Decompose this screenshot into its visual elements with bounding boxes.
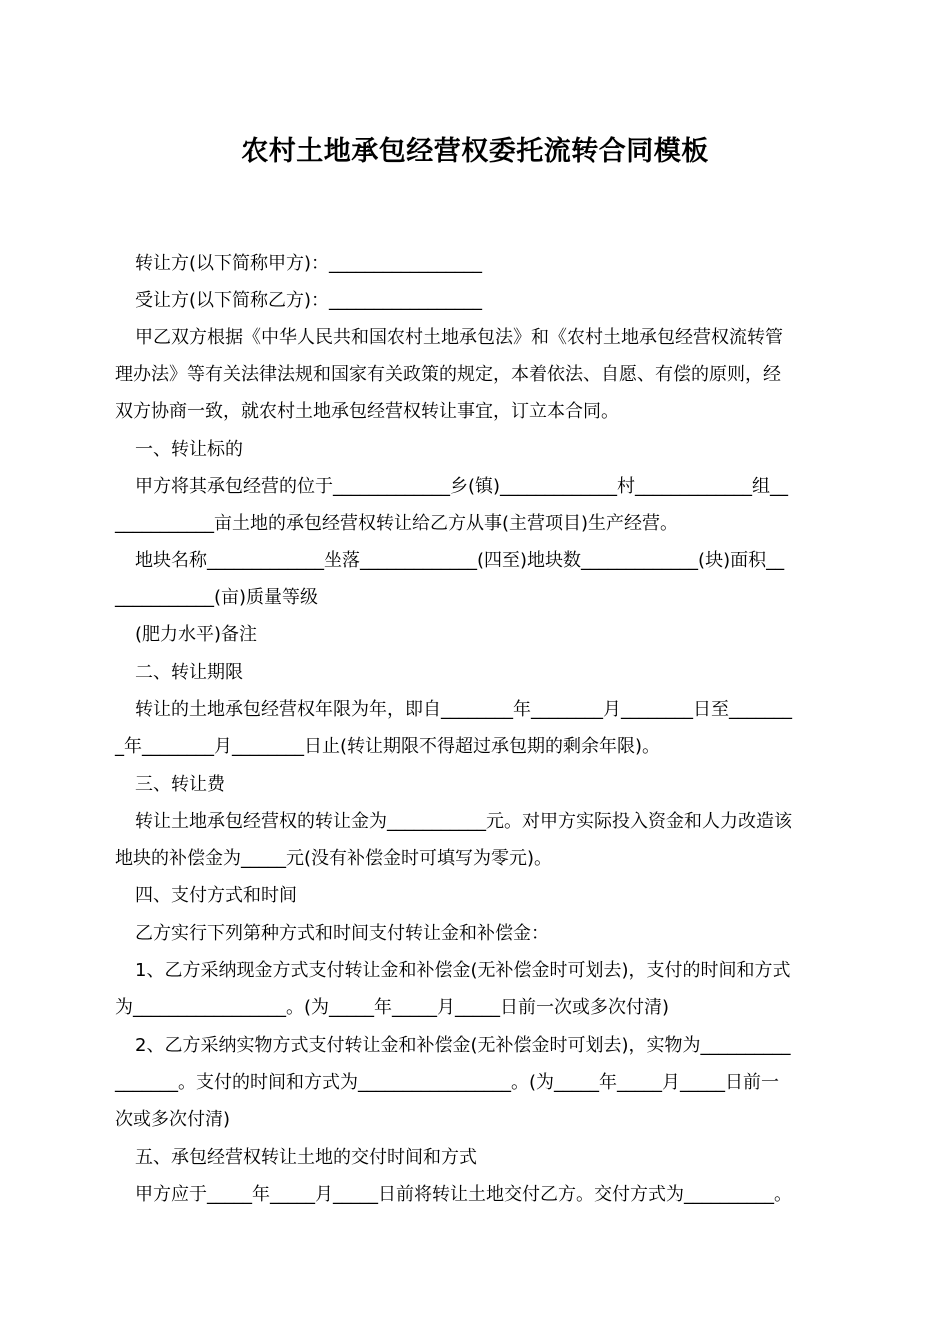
section-4-item-2-line-3: 次或多次付清) [115,1109,231,1130]
section-2-heading: 二、转让期限 [135,662,243,683]
section-1-line-5: (肥力水平)备注 [135,624,258,645]
section-1-line-1: 甲方将其承包经营的位于_____________乡(镇)_____________村_____________组__ [135,476,789,497]
preamble-line-3: 双方协商一致，就农村土地承包经营权转让事宜，订立本合同。 [115,401,619,422]
section-1-line-4: ___________(亩)质量等级 [115,587,319,608]
section-1-line-2: ___________亩土地的承包经营权转让给乙方从事(主营项目)生产经营。 [115,513,679,534]
section-4-heading: 四、支付方式和时间 [135,885,297,906]
section-4-item-1-line-1: 1、乙方采纳现金方式支付转让金和补偿金(无补偿金时可划去)，支付的时间和方式 [135,960,791,981]
section-1-line-3: 地块名称_____________坐落_____________(四至)地块数_____________(块)面积__ [135,550,785,571]
section-2-line-1: 转让的土地承包经营权年限为年，即自________年________月________日至_______ [135,699,792,720]
section-4-item-1-line-2: 为_________________。(为_____年_____月_____日前一次或多次付清) [115,997,670,1018]
section-5-heading: 五、承包经营权转让土地的交付时间和方式 [135,1147,477,1168]
section-2-line-2: _年________月________日止(转让期限不得超过承包期的剩余年限)。 [115,736,661,757]
section-5-line-1: 甲方应于_____年_____月_____日前将转让土地交付乙方。交付方式为__________。 [135,1184,792,1205]
section-3-line-2: 地块的补偿金为_____元(没有补偿金时可填写为零元)。 [115,848,553,869]
party-b-line: 受让方(以下简称乙方)：_________________ [135,290,483,311]
preamble-line-2: 理办法》等有关法律法规和国家有关政策的规定，本着依法、自愿、有偿的原则，经 [115,364,781,385]
section-4-item-2-line-1: 2、乙方采纳实物方式支付转让金和补偿金(无补偿金时可划去)，实物为__________ [135,1035,791,1056]
section-1-heading: 一、转让标的 [135,439,243,460]
section-3-heading: 三、转让费 [135,774,225,795]
section-4-line-1: 乙方实行下列第种方式和时间支付转让金和补偿金： [135,923,549,944]
party-a-line: 转让方(以下简称甲方)：_________________ [135,253,483,274]
preamble-line-1: 甲乙双方根据《中华人民共和国农村土地承包法》和《农村土地承包经营权流转管 [135,327,783,348]
section-4-item-2-line-2: _______。支付的时间和方式为_________________。(为_____年_____月_____日前一 [115,1072,780,1093]
section-3-line-1: 转让土地承包经营权的转让金为___________元。对甲方实际投入资金和人力改造该 [135,811,792,832]
document-title: 农村土地承包经营权委托流转合同模板 [241,136,709,167]
